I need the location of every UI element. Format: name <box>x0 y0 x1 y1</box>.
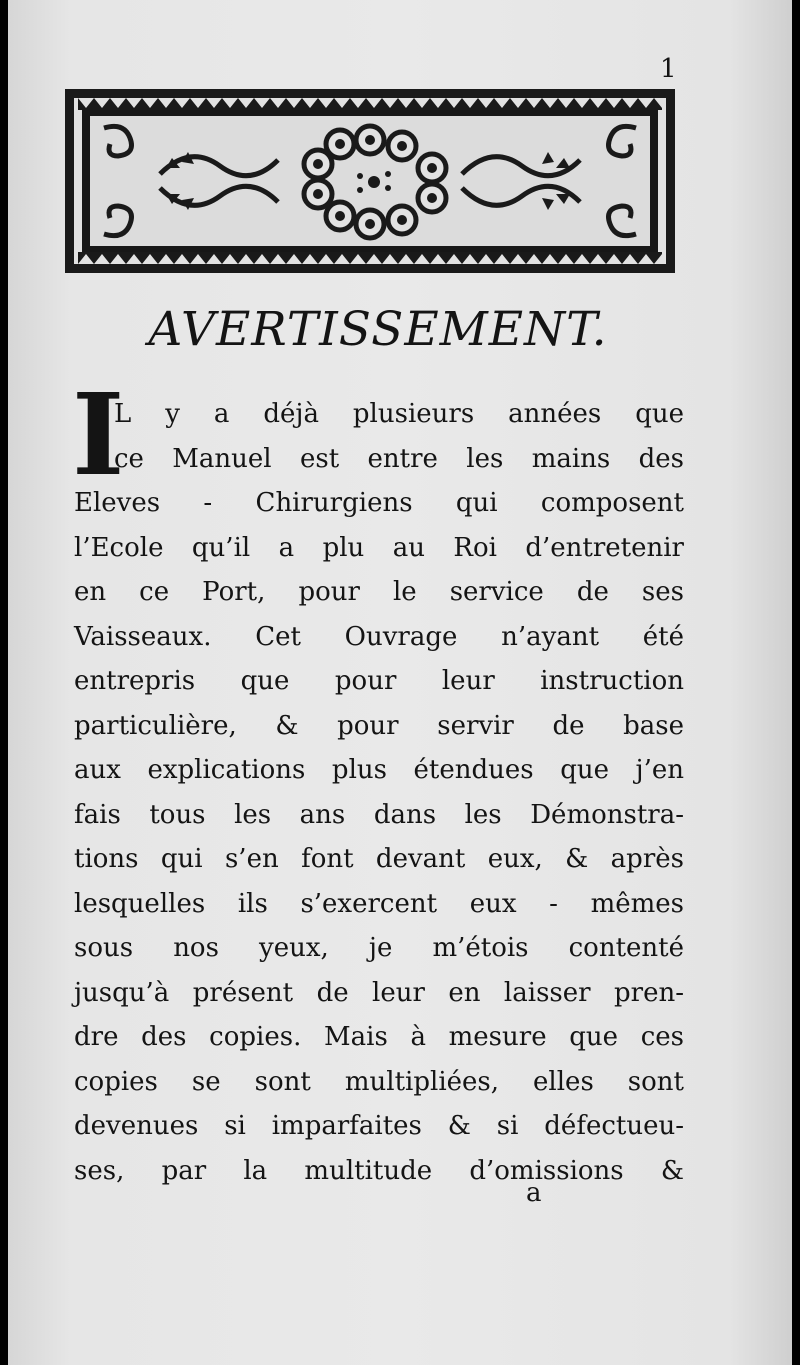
text-line: devenues si imparfaites & si défectueu- <box>74 1111 684 1141</box>
text-line: Eleves - Chirurgiens qui composent <box>74 488 684 518</box>
text-line: L y a déjà plusieurs années que <box>114 399 684 429</box>
text-line: dre des copies. Mais à mesure que ces <box>74 1022 684 1052</box>
text-line: lesquelles ils s’exercent eux - mêmes <box>74 888 684 919</box>
text-line: tions qui s’en font devant eux, & après <box>74 844 684 874</box>
catchword: a <box>526 1178 542 1208</box>
text-line: particulière, & pour servir de base <box>74 710 684 741</box>
text-line: sous nos yeux, je m’étois contenté <box>74 933 684 963</box>
text-line: entrepris que pour leur instruction <box>74 666 684 696</box>
text-line: copies se sont multipliées, elles sont <box>74 1066 684 1097</box>
text-line: ce Manuel est entre les mains des <box>114 443 684 474</box>
ornamental-headpiece <box>64 88 676 274</box>
page-title: AVERTISSEMENT. <box>148 302 608 357</box>
text-line: ses, par la multitude d’omissions & <box>74 1155 684 1186</box>
text-line: Vaisseaux. Cet Ouvrage n’ayant été <box>74 621 684 652</box>
body-text <box>74 392 684 1193</box>
text-line: en ce Port, pour le service de ses <box>74 577 684 607</box>
text-line: fais tous les ans dans les Démonstra- <box>74 799 684 830</box>
text-line: aux explications plus étendues que j’en <box>74 755 684 785</box>
book-page <box>8 0 792 1365</box>
page-number: 1 <box>660 54 677 84</box>
drop-cap: I <box>72 370 125 501</box>
text-line: jusqu’à présent de leur en laisser pren- <box>74 977 684 1008</box>
text-line: l’Ecole qu’il a plu au Roi d’entretenir <box>74 532 684 563</box>
